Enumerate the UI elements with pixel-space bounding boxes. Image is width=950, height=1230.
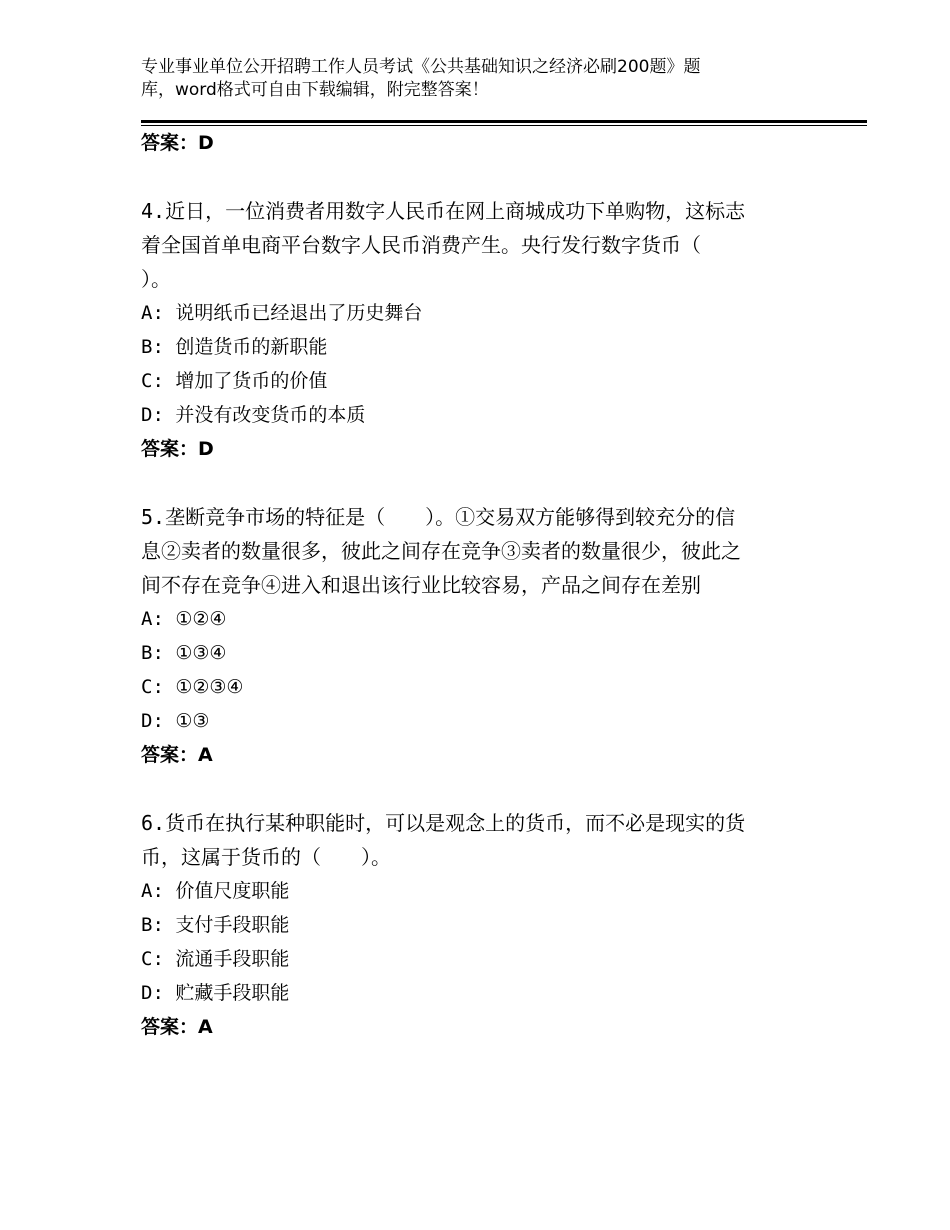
option-a: A: 价值尺度职能 <box>141 880 290 902</box>
stem-line: 5.垄断竞争市场的特征是（ ）。①交易双方能够得到较充分的信 <box>141 505 736 529</box>
option-d: D: 贮藏手段职能 <box>141 982 290 1004</box>
option-c: C: ①②③④ <box>141 676 244 698</box>
question-block <box>141 194 801 466</box>
stem-line: 间不存在竞争④进入和退出该行业比较容易，产品之间存在差别 <box>141 573 701 597</box>
stem-line: 6.货币在执行某种职能时，可以是观念上的货币，而不必是现实的货 <box>141 811 746 835</box>
option-b: B: 创造货币的新职能 <box>141 336 328 358</box>
document-body <box>141 126 801 1044</box>
stem-line: 息②卖者的数量很多，彼此之间存在竞争③卖者的数量很少，彼此之 <box>141 539 741 563</box>
header-divider-thick <box>141 120 867 123</box>
page-header <box>141 56 781 102</box>
question-stem <box>141 806 801 874</box>
question-stem <box>141 500 801 602</box>
option-b: B: ①③④ <box>141 642 227 664</box>
option-c: C: 流通手段职能 <box>141 948 290 970</box>
option-b: B: 支付手段职能 <box>141 914 290 936</box>
option-c: C: 增加了货币的价值 <box>141 370 328 392</box>
stem-line: 币，这属于货币的（ ）。 <box>141 845 391 869</box>
option-d: D: ①③ <box>141 710 210 732</box>
question-block <box>141 500 801 772</box>
answer-label: 答案：A <box>141 744 213 766</box>
option-d: D: 并没有改变货币的本质 <box>141 404 366 426</box>
answer-label: 答案：D <box>141 132 214 154</box>
question-stem <box>141 194 801 296</box>
option-a: A: ①②④ <box>141 608 227 630</box>
answer-label: 答案：A <box>141 1016 213 1038</box>
answer-label: 答案：D <box>141 438 214 460</box>
option-a: A: 说明纸币已经退出了历史舞台 <box>141 302 423 324</box>
stem-line: 着全国首单电商平台数字人民币消费产生。央行发行数字货币（ <box>141 233 701 257</box>
header-line-2: 库，word格式可自由下载编辑，附完整答案！ <box>141 80 489 100</box>
stem-line: 4.近日，一位消费者用数字人民币在网上商城成功下单购物，这标志 <box>141 199 746 223</box>
question-block <box>141 806 801 1044</box>
stem-line: ）。 <box>141 267 171 291</box>
header-line-1: 专业事业单位公开招聘工作人员考试《公共基础知识之经济必刷200题》题 <box>141 57 701 77</box>
